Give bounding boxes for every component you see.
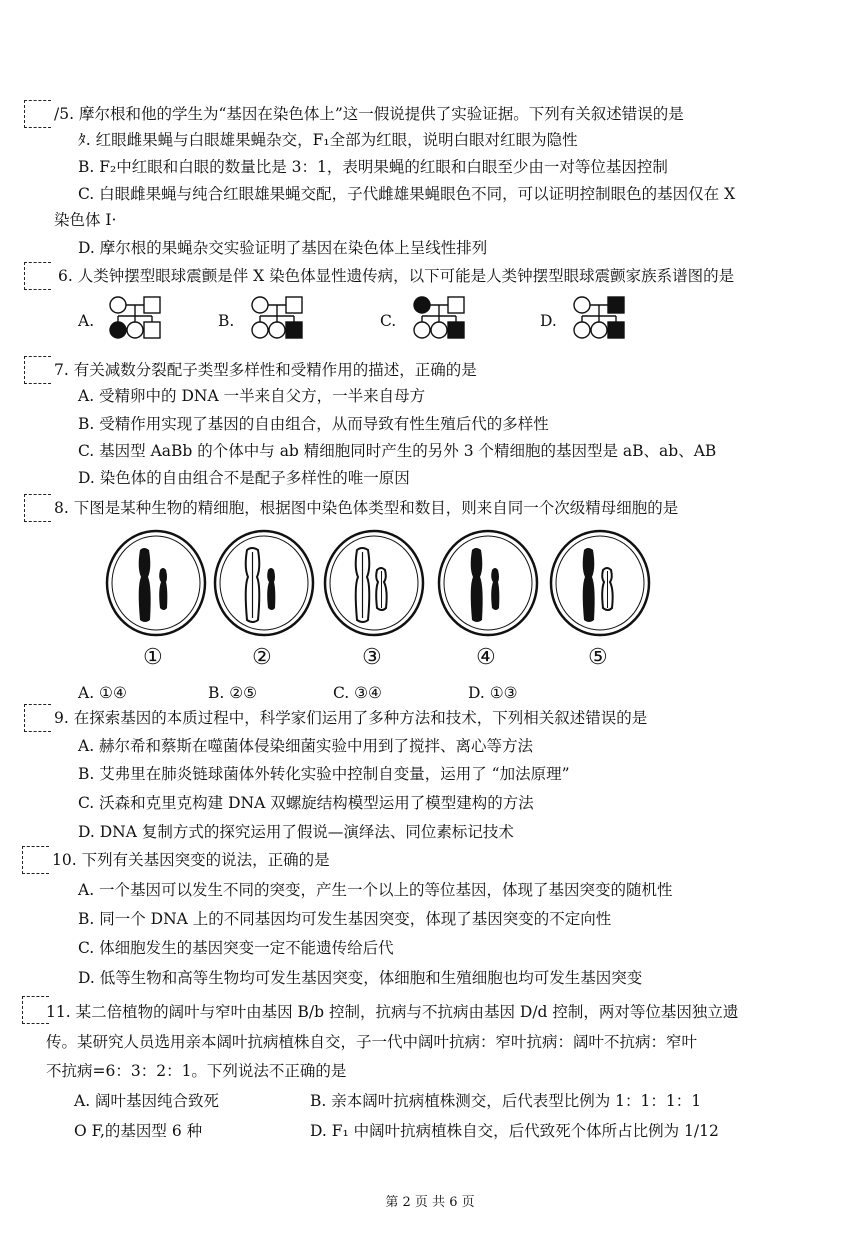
q11-option-c: O F,的基因型 6 种 (74, 1122, 203, 1140)
q6-label-d: D. (540, 312, 557, 330)
sperm-cell-3 (322, 528, 426, 638)
q7-option-b: B. 受精作用实现了基因的自由组合，从而导致有性生殖后代的多样性 (78, 415, 549, 433)
cell-number-2: ② (252, 645, 272, 670)
q7-option-a: A. 受精卵中的 DNA 一半来自父方，一半来自母方 (78, 387, 426, 405)
q6-label-c: C. (380, 312, 397, 330)
q11-stem-line1: 11. 某二倍植物的阔叶与窄叶由基因 B/b 控制，抗病与不抗病由基因 D/d 控制，两对等位基因独立遗 (46, 1003, 739, 1021)
q5-option-d: D. 摩尔根的果蝇杂交实验证明了基因在染色体上呈线性排列 (78, 239, 488, 257)
pedigree-a (104, 294, 176, 344)
q7-option-d: D. 染色体的自由组合不是配子多样性的唯一原因 (78, 469, 410, 487)
q5-option-c: C. 白眼雌果蝇与纯合红眼雄果蝇交配，子代雌雄果蝇眼色不同，可以证明控制眼色的基因仅在 X (78, 185, 736, 203)
sperm-cell-4 (436, 528, 540, 638)
q9-option-b: B. 艾弗里在肺炎链球菌体外转化实验中控制自变量，运用了 “加法原理” (78, 765, 570, 783)
q9-option-a: A. 赫尔希和蔡斯在噬菌体侵染细菌实验中用到了搅拌、离心等方法 (78, 737, 534, 755)
q10-option-b: B. 同一个 DNA 上的不同基因均可发生基因突变，体现了基因突变的不定向性 (78, 910, 612, 928)
q7-stem: 7. 有关减数分裂配子类型多样性和受精作用的描述，正确的是 (54, 361, 477, 379)
q8-stem: 8. 下图是某种生物的精细胞，根据图中染色体类型和数目，则来自同一个次级精母细胞的是 (54, 499, 679, 517)
sperm-cell-1 (104, 528, 208, 638)
q11-stem-line2: 传。某研究人员选用亲本阔叶抗病植株自交，子一代中阔叶抗病：窄叶抗病：阔叶不抗病：窄叶 (46, 1033, 698, 1051)
q11-option-b: B. 亲本阔叶抗病植株测交，后代表型比例为 1：1：1：1 (310, 1092, 702, 1110)
q10-option-a: A. 一个基因可以发生不同的突变，产生一个以上的等位基因，体现了基因突变的随机性 (78, 881, 673, 899)
answer-box-q7[interactable] (24, 356, 51, 384)
answer-box-q10[interactable] (22, 846, 49, 874)
cell-number-3: ③ (362, 645, 382, 670)
q10-option-d: D. 低等生物和高等生物均可发生基因突变，体细胞和生殖细胞也均可发生基因突变 (78, 969, 643, 987)
q8-option-c: C. ③④ (333, 684, 382, 702)
q10-stem: 10. 下列有关基因突变的说法，正确的是 (52, 851, 330, 869)
q6-label-b: B. (218, 312, 235, 330)
q8-option-a: A. ①④ (78, 684, 127, 702)
q11-option-d: D. F₁ 中阔叶抗病植株自交，后代致死个体所占比例为 1/12 (310, 1122, 719, 1140)
cell-number-1: ① (143, 645, 163, 670)
q10-option-c: C. 体细胞发生的基因突变一定不能遗传给后代 (78, 939, 394, 957)
pedigree-b (246, 294, 318, 344)
q9-option-d: D. DNA 复制方式的探究运用了假说—演绎法、同位素标记技术 (78, 823, 514, 841)
q6-label-a: A. (78, 312, 95, 330)
pedigree-d (568, 294, 640, 344)
q9-option-c: C. 沃森和克里克构建 DNA 双螺旋结构模型运用了模型建构的方法 (78, 794, 534, 812)
answer-box-q8[interactable] (24, 494, 51, 522)
q5-stem: /5. 摩尔根和他的学生为“基因在染色体上”这一假说提供了实验证据。下列有关叙述错误的是 (54, 105, 684, 123)
q5-option-a: ﾀ. 红眼雌果蝇与白眼雄果蝇杂交，F₁全部为红眼，说明白眼对红眼为隐性 (78, 131, 578, 149)
cell-number-5: ⑤ (588, 645, 608, 670)
answer-box-q5[interactable] (24, 100, 51, 128)
sperm-cell-5 (548, 528, 652, 638)
q6-stem: 6. 人类钟摆型眼球震颤是伴 X 染色体显性遗传病，以下可能是人类钟摆型眼球震颤家族系谱图的是 (58, 267, 735, 285)
answer-box-q11[interactable] (22, 996, 49, 1024)
sperm-cell-2 (212, 528, 316, 638)
q11-option-a: A. 阔叶基因纯合致死 (74, 1092, 220, 1110)
q8-option-b: B. ②⑤ (208, 684, 258, 702)
answer-box-q9[interactable] (24, 704, 51, 732)
q7-option-c: C. 基因型 AaBb 的个体中与 ab 精细胞同时产生的另外 3 个精细胞的基因型是 aB、ab、AB (78, 442, 717, 460)
cell-number-4: ④ (476, 645, 496, 670)
pedigree-c (408, 294, 480, 344)
q5-option-b: B. F₂中红眼和白眼的数量比是 3：1，表明果蝇的红眼和白眼至少由一对等位基因控制 (78, 158, 668, 176)
q11-stem-line3: 不抗病=6：3：2：1。下列说法不正确的是 (46, 1062, 347, 1080)
answer-box-q6[interactable] (24, 262, 51, 290)
page-footer: 第 2 页 共 6 页 (385, 1195, 475, 1210)
q9-stem: 9. 在探索基因的本质过程中，科学家们运用了多种方法和技术，下列相关叙述错误的是 (54, 709, 648, 727)
q8-option-d: D. ①③ (468, 684, 518, 702)
q5-option-c-cont: 染色体 I· (54, 211, 117, 229)
